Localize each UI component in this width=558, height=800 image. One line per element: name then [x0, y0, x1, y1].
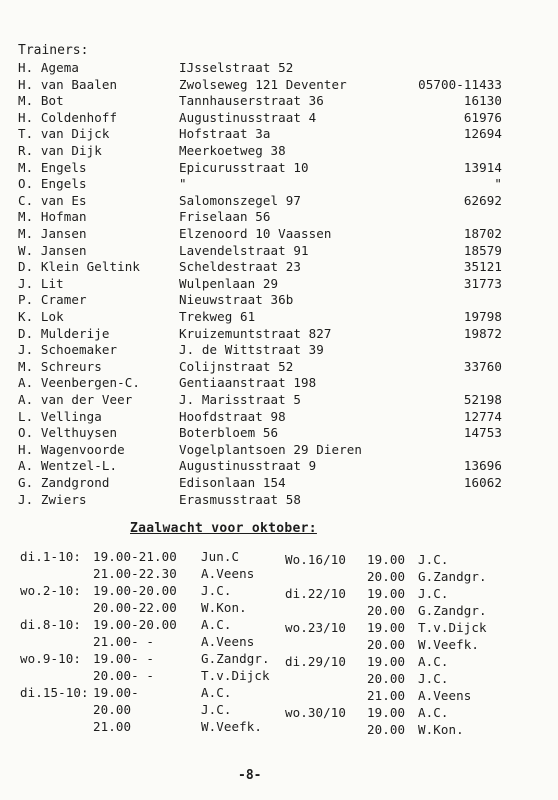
- trainer-address: Hoofdstraat 98: [179, 408, 286, 424]
- trainer-phone: 19872: [463, 325, 502, 341]
- schedule-time: 20.00: [367, 603, 406, 618]
- page-number: -8-: [238, 768, 262, 783]
- trainer-phone: 52198: [463, 392, 502, 407]
- trainer-name: D. Mulderije: [18, 325, 110, 341]
- trainer-address: ": [179, 176, 187, 192]
- trainer-name: W. Jansen: [18, 242, 87, 258]
- schedule-person: W.Kon.: [201, 600, 247, 615]
- trainer-phone: 13696: [463, 458, 502, 474]
- schedule-day: di.29/10: [285, 654, 347, 669]
- trainer-phone: ": [494, 176, 502, 192]
- trainer-name: D. Klein Geltink: [18, 259, 141, 275]
- trainer-address: Zwolseweg 121 Deventer: [179, 76, 347, 92]
- schedule-time: 21.00- -: [93, 634, 155, 649]
- schedule-person: G.Zandgr.: [418, 603, 487, 618]
- schedule-day: di.22/10: [285, 586, 347, 601]
- trainer-phone: 18702: [463, 226, 502, 241]
- schedule-person: J.C.: [201, 702, 232, 717]
- schedule-person: A.C.: [418, 654, 449, 669]
- trainer-name: A. van der Veer: [18, 392, 133, 407]
- schedule-time: 19.00: [367, 586, 406, 601]
- trainer-name: A. Wentzel-L.: [18, 458, 118, 474]
- schedule-time: 20.00: [367, 722, 406, 737]
- trainer-phone: 18579: [463, 242, 502, 258]
- trainer-address: IJsselstraat 52: [179, 60, 294, 75]
- schedule-person: G.Zandgr.: [418, 569, 487, 584]
- trainer-address: Trekweg 61: [179, 309, 256, 324]
- schedule-person: J.C.: [418, 586, 449, 601]
- schedule-time: 21.00: [367, 688, 406, 703]
- trainer-phone: 14753: [463, 425, 502, 441]
- trainer-name: H. Agema: [18, 60, 80, 75]
- schedule-person: A.Veens: [201, 634, 255, 649]
- schedule-time: 19.00: [367, 620, 406, 635]
- trainers-heading: Trainers:: [18, 43, 89, 58]
- schedule-time: 19.00-20.00: [93, 617, 177, 632]
- schedule-person: J.C.: [201, 583, 232, 598]
- schedule-person: A.Veens: [201, 566, 255, 581]
- schedule-person: T.v.Dijck: [201, 668, 270, 683]
- trainer-name: J. Zwiers: [18, 491, 87, 507]
- zaalwacht-title: Zaalwacht voor oktober:: [130, 521, 317, 536]
- trainer-address: Augustinusstraat 9: [179, 458, 317, 474]
- schedule-time: 19.00: [367, 552, 406, 567]
- trainer-phone: 62692: [463, 192, 502, 208]
- schedule-time: 20.00: [367, 637, 406, 652]
- trainer-address: Friselaan 56: [179, 209, 271, 225]
- schedule-time: 19.00-21.00: [93, 549, 177, 564]
- trainer-phone: 16130: [463, 93, 502, 109]
- trainer-address: Nieuwstraat 36b: [179, 292, 294, 308]
- schedule-time: 20.00-22.00: [93, 600, 177, 615]
- schedule-time: 21.00: [93, 719, 132, 734]
- schedule-time: 20.00: [367, 671, 406, 686]
- trainer-address: Hofstraat 3a: [179, 126, 271, 142]
- trainer-address: Salomonszegel 97: [179, 192, 302, 208]
- schedule-person: J.C.: [418, 552, 449, 567]
- schedule-time: 19.00: [367, 705, 406, 720]
- trainer-name: M. Schreurs: [18, 358, 102, 374]
- schedule-time: 20.00: [93, 702, 132, 717]
- schedule-person: Jun.C: [201, 549, 240, 564]
- trainer-address: Wulpenlaan 29: [179, 275, 279, 291]
- trainer-name: M. Engels: [18, 159, 87, 175]
- trainer-address: Meerkoetweg 38: [179, 143, 286, 158]
- schedule-day: di.1-10:: [20, 549, 82, 564]
- schedule-time: 20.00- -: [93, 668, 155, 683]
- schedule-person: W.Veefk.: [201, 719, 263, 734]
- trainer-address: Boterbloem 56: [179, 425, 279, 441]
- trainer-name: G. Zandgrond: [18, 475, 110, 490]
- trainer-name: L. Vellinga: [18, 408, 102, 424]
- schedule-day: di.15-10:: [20, 685, 89, 700]
- trainer-name: J. Lit: [18, 275, 64, 291]
- trainer-phone: 33760: [463, 358, 502, 374]
- trainer-name: M. Bot: [18, 93, 64, 109]
- schedule-person: W.Veefk.: [418, 637, 480, 652]
- schedule-person: W.Kon.: [418, 722, 464, 737]
- schedule-time: 19.00- -: [93, 651, 155, 666]
- schedule-person: A.C.: [201, 685, 232, 700]
- trainer-phone: 12694: [463, 126, 502, 142]
- trainer-address: Lavendelstraat 91: [179, 242, 309, 258]
- trainer-phone: 12774: [463, 408, 502, 424]
- schedule-time: 20.00: [367, 569, 406, 584]
- trainer-address: Erasmusstraat 58: [179, 491, 302, 507]
- trainer-phone: 13914: [463, 159, 502, 175]
- schedule-person: J.C.: [418, 671, 449, 686]
- schedule-person: A.C.: [201, 617, 232, 632]
- trainer-name: O. Engels: [18, 176, 87, 192]
- trainer-phone: 19798: [463, 309, 502, 324]
- schedule-time: 19.00-20.00: [93, 583, 177, 598]
- schedule-time: 19.00-: [93, 685, 139, 700]
- trainer-address: Edisonlaan 154: [179, 475, 286, 490]
- trainer-address: J. Marisstraat 5: [179, 392, 302, 407]
- trainer-name: H. Coldenhoff: [18, 109, 118, 125]
- trainer-address: Kruizemuntstraat 827: [179, 325, 332, 341]
- trainer-phone: 16062: [463, 475, 502, 490]
- trainer-address: Scheldestraat 23: [179, 259, 302, 275]
- trainer-address: Tannhauserstraat 36: [179, 93, 324, 109]
- trainer-name: T. van Dijck: [18, 126, 110, 142]
- trainer-name: J. Schoemaker: [18, 342, 118, 358]
- schedule-day: wo.2-10:: [20, 583, 82, 598]
- trainer-name: C. van Es: [18, 192, 87, 208]
- trainer-phone: 61976: [463, 109, 502, 125]
- trainer-name: H. van Baalen: [18, 76, 118, 92]
- schedule-day: wo.9-10:: [20, 651, 82, 666]
- trainer-name: K. Lok: [18, 309, 64, 324]
- schedule-day: wo.30/10: [285, 705, 347, 720]
- schedule-person: G.Zandgr.: [201, 651, 270, 666]
- trainer-phone: 31773: [463, 275, 502, 291]
- trainer-name: A. Veenbergen-C.: [18, 375, 141, 391]
- trainer-address: J. de Wittstraat 39: [179, 342, 324, 358]
- trainer-address: Vogelplantsoen 29 Dieren: [179, 441, 363, 457]
- trainer-name: M. Hofman: [18, 209, 87, 225]
- trainer-name: O. Velthuysen: [18, 425, 118, 441]
- trainer-address: Elzenoord 10 Vaassen: [179, 226, 332, 241]
- trainer-name: H. Wagenvoorde: [18, 441, 125, 457]
- trainer-address: Epicurusstraat 10: [179, 159, 309, 175]
- trainer-phone: 35121: [463, 259, 502, 275]
- schedule-day: wo.23/10: [285, 620, 347, 635]
- trainer-name: R. van Dijk: [18, 143, 102, 158]
- schedule-time: 21.00-22.30: [93, 566, 177, 581]
- trainer-address: Augustinusstraat 4: [179, 109, 317, 125]
- schedule-person: T.v.Dijck: [418, 620, 487, 635]
- trainer-phone: 05700-11433: [418, 76, 502, 92]
- schedule-day: di.8-10:: [20, 617, 82, 632]
- schedule-time: 19.00: [367, 654, 406, 669]
- schedule-person: A.C.: [418, 705, 449, 720]
- trainer-address: Gentiaanstraat 198: [179, 375, 317, 391]
- schedule-person: A.Veens: [418, 688, 472, 703]
- trainer-address: Colijnstraat 52: [179, 358, 294, 374]
- trainer-name: P. Cramer: [18, 292, 87, 308]
- schedule-day: Wo.16/10: [285, 552, 347, 567]
- trainer-name: M. Jansen: [18, 226, 87, 241]
